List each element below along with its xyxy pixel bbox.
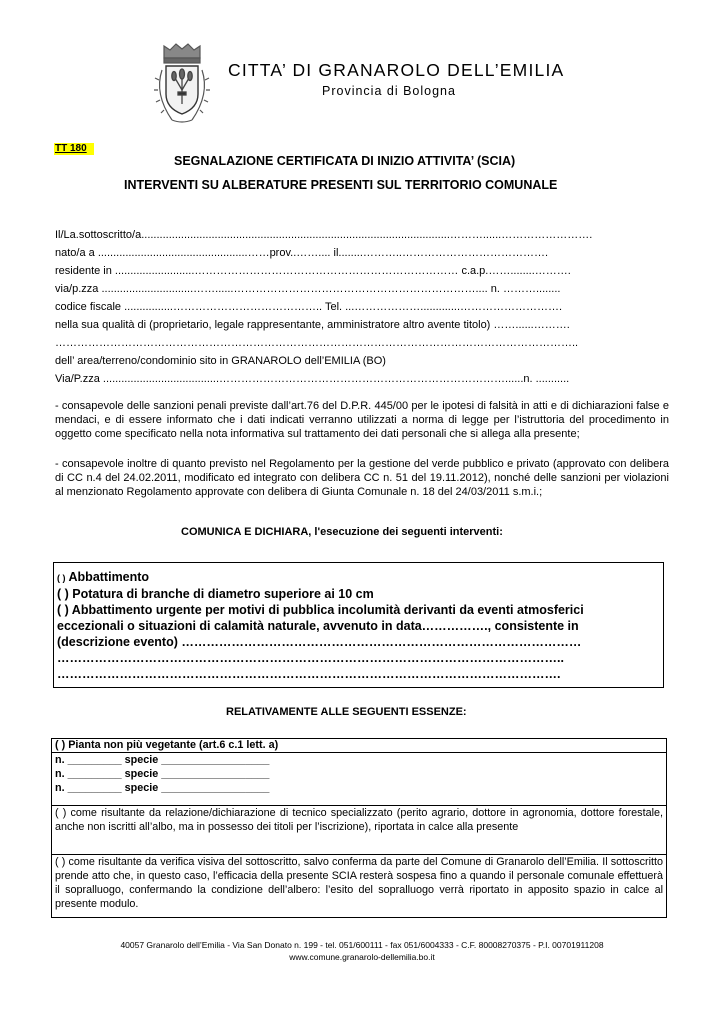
species-row[interactable]: n. _________ specie __________________ bbox=[55, 782, 270, 794]
document-title: SEGNALAZIONE CERTIFICATA DI INIZIO ATTIVITA’ (SCIA) bbox=[174, 154, 516, 168]
footer-website: www.comune.granarolo-dellemilia.bo.it bbox=[289, 952, 435, 962]
footer-address: 40057 Granarolo dell’Emilia - Via San Donato n. 199 - tel. 051/600111 - fax 051/6004333 - C.F. 80008270375 - P.I. 00701911208 bbox=[120, 940, 604, 950]
descrizione-line-2[interactable]: ………………………………………………………………………………………………………….. bbox=[57, 651, 564, 665]
field-via[interactable]: via/p.zza ..............................……......………………………………………………………….... n. ………........ bbox=[55, 283, 561, 295]
species-row[interactable]: n. _________ specie __________________ bbox=[55, 768, 270, 780]
field-codice-fiscale[interactable]: codice fiscale ................………………………………….. Tel. ...……………….............………………………. bbox=[55, 301, 563, 313]
municipal-crest-logo bbox=[150, 40, 214, 128]
document-subtitle: INTERVENTI SU ALBERATURE PRESENTI SUL TERRITORIO COMUNALE bbox=[124, 178, 558, 192]
document-code-badge: TT 180 bbox=[54, 143, 94, 155]
option-relazione-tecnico[interactable]: ( ) come risultante da relazione/dichiarazione di tecnico specializzato (perito agrario, dottore in agronomia, dottore forestale, anche non iscritti all’albo, ma in possesso dei titoli per l’iscrizione), riportata in calce alla presente bbox=[52, 806, 667, 855]
descrizione-line-3[interactable]: …………………………………………………………………………………………………………. bbox=[57, 667, 561, 681]
checkbox-paren[interactable]: ( ) bbox=[57, 573, 66, 583]
species-row[interactable]: n. _________ specie __________________ bbox=[55, 754, 270, 766]
option-verifica-visiva[interactable]: ( ) come risultante da verifica visiva del sottoscritto, salvo conferma da parte del Comune di Granarolo dell’Emilia. Il sottoscritto prende atto che, in questo caso, l’efficacia della presente SCIA resterà sospesa fino a quando il personale comunale effettuerà il sopralluogo, confermando la condizione dell’albero: l’esito del sopralluogo verrà riportato in apposito spazio in calce al presente modulo. bbox=[52, 855, 667, 918]
declaration-penalties: - consapevole delle sanzioni penali previste dall’art.76 del D.P.R. 445/00 per le ipotesi di falsità in atti e di dichiarazioni false e mendaci, e di essere informato che i dati indicati verranno utilizzati a norma di legge per l’istruttoria del procedimento in oggetto come specificato nella nota informativa sul trattamento dei dati personali che si allega alla presente; bbox=[55, 400, 669, 440]
option-abbattimento-label: Abbattimento bbox=[68, 570, 150, 584]
option-urgente-continued: eccezionali o situazioni di calamità naturale, avvenuto in data……………., consistente in bbox=[57, 619, 579, 633]
essenze-heading: RELATIVAMENTE ALLE SEGUENTI ESSENZE: bbox=[226, 706, 467, 718]
field-area-via[interactable]: Via/P.zza ......................................……………………………………………………………………......n. ........... bbox=[55, 373, 570, 385]
field-sottoscritto[interactable]: Il/La.sottoscritto/a.....................................................................................................………......……………………. bbox=[55, 229, 593, 241]
field-qualita[interactable]: nella sua qualità di (proprietario, legale rappresentante, amministratore altro avente titolo) ……......………. bbox=[55, 319, 570, 331]
field-residente[interactable]: residente in ..........................……………………………………………………………… c.a.p.……........………. bbox=[55, 265, 571, 277]
applicant-fields bbox=[55, 226, 669, 388]
species-list bbox=[52, 753, 667, 806]
essenze-table bbox=[51, 738, 667, 918]
option-pianta-non-vegetante[interactable]: ( ) Pianta non più vegetante (art.6 c.1 lett. a) bbox=[52, 739, 667, 753]
option-potatura[interactable]: ( ) Potatura di branche di diametro superiore ai 10 cm bbox=[57, 587, 374, 601]
descrizione-evento-field[interactable]: (descrizione evento) …………………………………………………………………………………… bbox=[57, 635, 582, 649]
option-abbattimento-urgente[interactable]: ( ) Abbattimento urgente per motivi di pubblica incolumità derivanti da eventi atmosferici bbox=[57, 603, 584, 617]
option-abbattimento[interactable] bbox=[57, 569, 660, 586]
declaration-regulation: - consapevole inoltre di quanto previsto nel Regolamento per la gestione del verde pubblico e privato (approvato con delibera di CC n.4 del 24.02.2011, modificato ed integrato con delibera CC n. 51 del 19.11.2012), nonché delle sanzioni per violazioni al menzionato Regolamento approvate con delibera di Giunta Comunale n. 18 del 24/03/2011 s.m.i.; bbox=[55, 458, 669, 498]
province-subtitle: Provincia di Bologna bbox=[322, 84, 456, 98]
field-qualita-continued[interactable]: …………………………………………………………………………………………………………………………….. bbox=[55, 337, 579, 349]
communica-heading: COMUNICA E DICHIARA, l'esecuzione dei seguenti interventi: bbox=[181, 526, 503, 538]
city-title: CITTA’ DI GRANAROLO DELL’EMILIA bbox=[228, 60, 565, 80]
field-nato-a[interactable]: nato/a a .................................................……prov..…….... il........………..…………………………………. bbox=[55, 247, 549, 259]
field-area-label: dell’ area/terreno/condominio sito in GRANAROLO dell’EMILIA (BO) bbox=[55, 355, 386, 367]
interventi-box bbox=[53, 562, 664, 688]
